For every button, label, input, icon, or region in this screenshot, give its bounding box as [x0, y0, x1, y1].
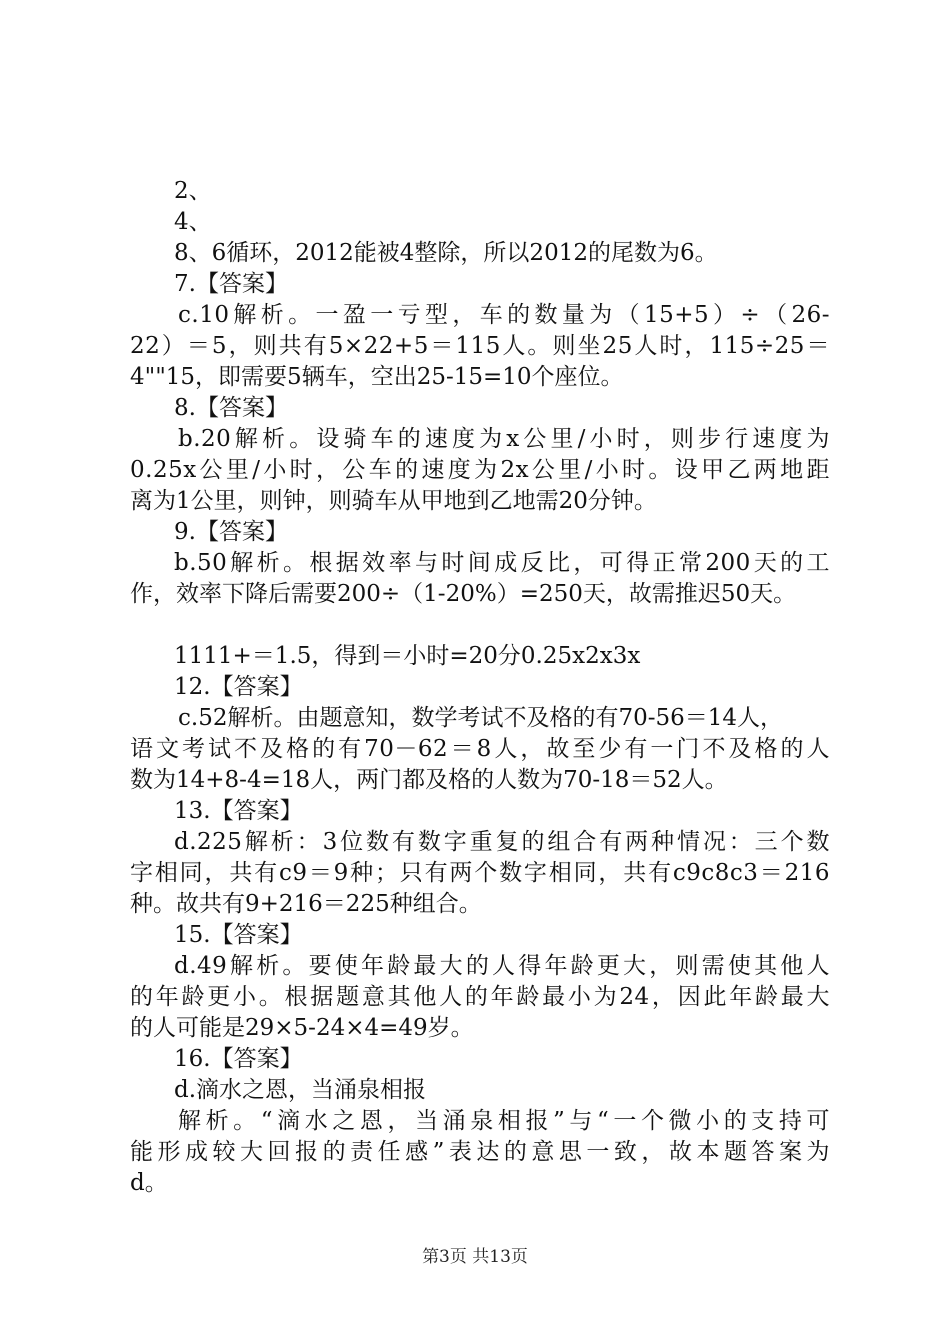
- text-line: b.20解析。设骑车的速度为x公里/小时，则步行速度为: [178, 426, 830, 452]
- answer-heading: 12.【答案】: [174, 674, 303, 700]
- answer-heading: 7.【答案】: [174, 271, 288, 297]
- text-line: 2、: [174, 178, 212, 204]
- text-line: d。: [130, 1170, 168, 1196]
- text-line: 离为1公里，则钟，则骑车从甲地到乙地需20分钟。: [130, 488, 657, 514]
- text-line: c.10解析。一盈一亏型，车的数量为（15+5）÷（26-: [178, 302, 830, 328]
- answer-heading: 9.【答案】: [174, 519, 288, 545]
- text-line: 的人可能是29×5-24×4=49岁。: [130, 1015, 474, 1041]
- text-line: 作，效率下降后需要200÷（1-20%）=250天，故需推迟50天。: [130, 581, 797, 607]
- text-line: 4""15，即需要5辆车，空出25-15=10个座位。: [130, 364, 624, 390]
- text-line: 0.25x公里/小时，公车的速度为2x公里/小时。设甲乙两地距: [130, 457, 830, 483]
- text-line: d.225解析：3位数有数字重复的组合有两种情况：三个数: [174, 829, 830, 855]
- text-line: 种。故共有9+216＝225种组合。: [130, 891, 482, 917]
- text-line: 数为14+8-4=18人，两门都及格的人数为70-18＝52人。: [130, 767, 728, 793]
- blank-line: [130, 610, 830, 641]
- text-line: d.49解析。要使年龄最大的人得年龄更大，则需使其他人: [174, 953, 830, 979]
- document-body: [130, 176, 830, 1199]
- text-line: 解析。“滴水之恩，当涌泉相报”与“一个微小的支持可: [178, 1108, 830, 1134]
- text-line: d.滴水之恩，当涌泉相报: [174, 1077, 427, 1103]
- text-line: 语文考试不及格的有70－62＝8人，故至少有一门不及格的人: [130, 736, 830, 762]
- text-line: 字相同，共有c9＝9种；只有两个数字相同，共有c9c8c3＝216: [130, 860, 830, 886]
- answer-heading: 13.【答案】: [174, 798, 303, 824]
- answer-heading: 15.【答案】: [174, 922, 303, 948]
- answer-heading: 16.【答案】: [174, 1046, 303, 1072]
- text-line: 8、6循环，2012能被4整除，所以2012的尾数为6。: [174, 240, 718, 266]
- text-line: 4、: [174, 209, 212, 235]
- text-line: 1111+＝1.5，得到＝小时=20分0.25x2x3x: [174, 643, 641, 669]
- text-line: 的年龄更小。根据题意其他人的年龄最小为24，因此年龄最大: [130, 984, 830, 1010]
- answer-heading: 8.【答案】: [174, 395, 288, 421]
- text-line: 22）＝5，则共有5×22+5＝115人。则坐25人时，115÷25＝: [130, 333, 830, 359]
- text-line: c.52解析。由题意知，数学考试不及格的有70-56＝14人，: [178, 705, 784, 731]
- text-line: 能形成较大回报的责任感”表达的意思一致，故本题答案为: [130, 1139, 830, 1165]
- text-line: b.50解析。根据效率与时间成反比，可得正常200天的工: [174, 550, 830, 576]
- page-footer: 第3页 共13页: [422, 1247, 528, 1267]
